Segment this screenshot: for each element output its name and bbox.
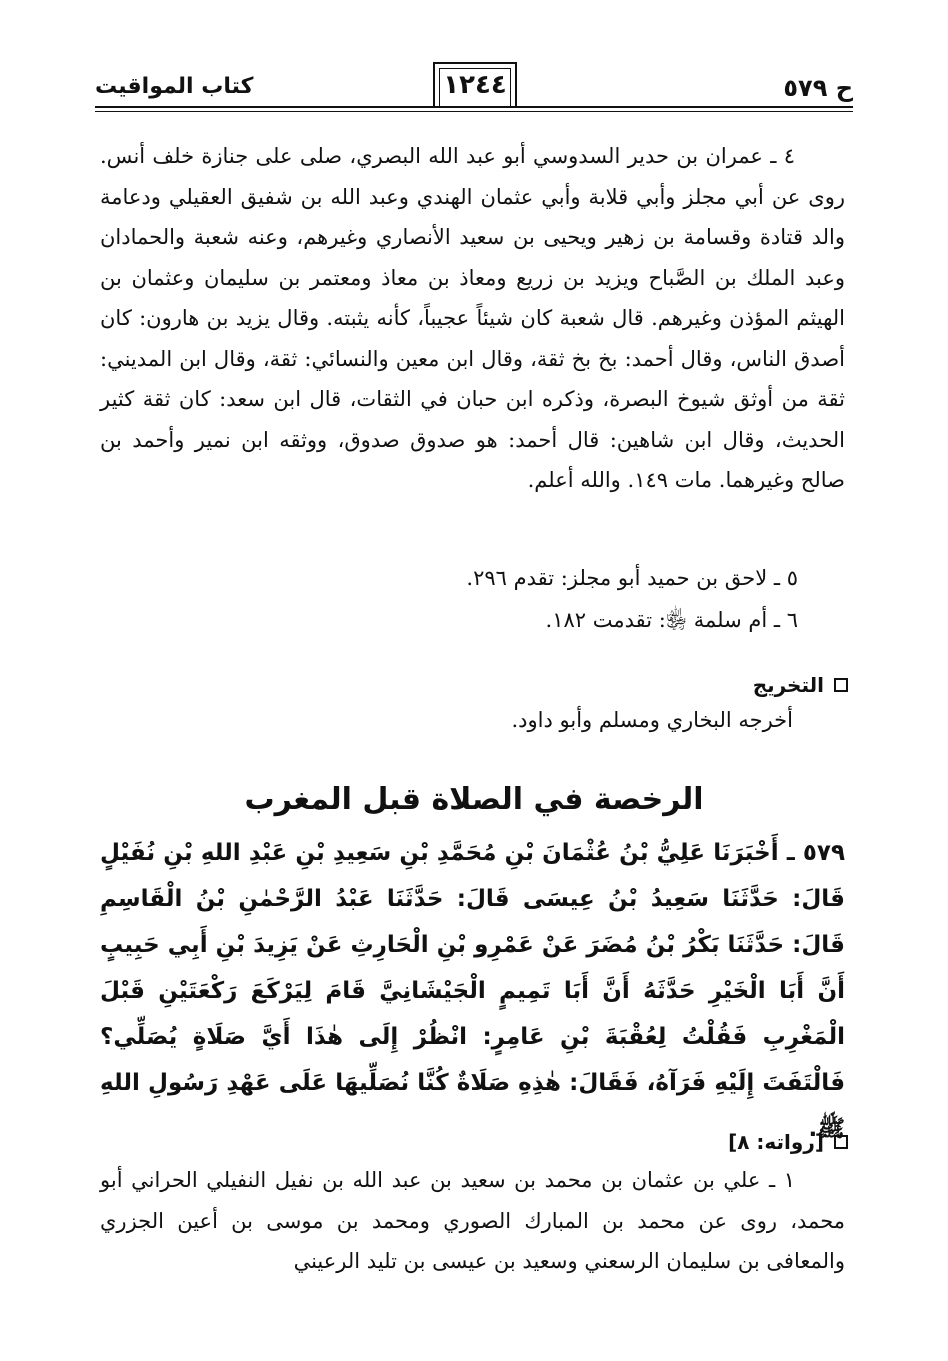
header-rule-thin (95, 111, 853, 112)
narrator-5-line: ٥ ـ لاحق بن حميد أبو مجلز: تقدم ٢٩٦. (466, 566, 798, 590)
page-header (95, 62, 853, 114)
book-title: كتاب المواقيت (95, 74, 254, 99)
rowat-heading-text: [رواته: ٨] (728, 1130, 824, 1154)
rowat-narrator-1-paragraph: ١ ـ علي بن عثمان بن محمد بن سعيد بن عبد الله بن نفيل النفيلي الحراني أبو محمد، روى عن محمد بن المبارك الصوري ومحمد بن موسى بن أعين الجزري والمعافى بن سليمان الرسعني وسعيد بن عيسى بن تليد الرعيني (100, 1168, 845, 1273)
hadith-reference: ح ٥٧٩ (783, 74, 853, 102)
hadith-text: ٥٧٩ ـ أَخْبَرَنَا عَلِيُّ بْنُ عُثْمَانَ بْنِ مُحَمَّدِ بْنِ سَعِيدِ بْنِ عَبْدِ اللهِ بْنِ نُفَيْلٍ قَالَ: حَدَّثَنَا سَعِيدُ بْنُ عِيسَى قَالَ: حَدَّثَنَا عَبْدُ الرَّحْمٰنِ بْنُ الْقَاسِمِ قَالَ: حَدَّثَنَا بَكْرُ بْنُ مُضَرَ عَنْ عَمْرِو بْنِ الْحَارِثِ عَنْ يَزِيدَ بْنِ أَبِي حَبِيبٍ أَنَّ أَبَا الْخَيْرِ حَدَّثَهُ أَنَّ أَبَا تَمِيمٍ الْجَيْشَانِيَّ قَامَ لِيَرْكَعَ رَكْعَتَيْنِ قَبْلَ الْمَغْرِبِ فَقُلْتُ لِعُقْبَةَ بْنِ عَامِرٍ: انْظُرْ إِلَى هٰذَا أَيَّ صَلَاةٍ يُصَلِّي؟ فَالْتَفَتَ إِلَيْهِ فَرَآهُ، فَقَالَ: هٰذِهِ صَلَاةٌ كُنَّا نُصَلِّيهَا عَلَى عَهْدِ رَسُولِ اللهِ ﷺ. (100, 840, 845, 1142)
rowat-heading (728, 1130, 848, 1154)
takhrij-heading-text: التخريج (752, 673, 824, 697)
checkbox-square-icon (834, 1135, 848, 1149)
takhrij-heading (753, 673, 848, 697)
checkbox-square-icon (834, 678, 848, 692)
takhrij-text: أخرجه البخاري ومسلم وأبو داود. (511, 708, 793, 732)
narrator-6-line: ٦ ـ أم سلمة ﵂: تقدمت ١٨٢. (545, 608, 798, 632)
header-rule (95, 106, 853, 108)
narrator-4-paragraph: ٤ ـ عمران بن حدير السدوسي أبو عبد الله البصري، صلى على جنازة خلف أنس. روى عن أبي مجلز وأبي قلابة وأبي عثمان الهندي وعبد الله بن شفيق العقيلي ودعامة والد قتادة وقسامة بن زهير ويحيى بن سعيد الأنصاري وغيرهم، وعنه شعبة والحمادان وعبد الملك بن الصَّباح ويزيد بن زريع ومعاذ بن معاذ ومعتمر بن سليمان وعثمان بن الهيثم المؤذن وغيرهم. قال شعبة كان شيئاً عجيباً، كأنه يثبته. وقال يزيد بن هارون: كان أصدق الناس، وقال أحمد: بخ بخ ثقة، وقال ابن معين والنسائي: ثقة، وقال ابن المديني: ثقة من أوثق شيوخ البصرة، وذكره ابن حبان في الثقات، قال ابن سعد: كان ثقة كثير الحديث، وقال ابن شاهين: قال أحمد: هو صدوق صدوق، ووثقه ابن نمير وأحمد بن صالح وغيرهما. مات ١٤٩. والله أعلم. (100, 144, 845, 492)
chapter-title: الرخصة في الصلاة قبل المغرب (244, 782, 704, 817)
page-number: ١٢٤٤ (433, 62, 517, 106)
